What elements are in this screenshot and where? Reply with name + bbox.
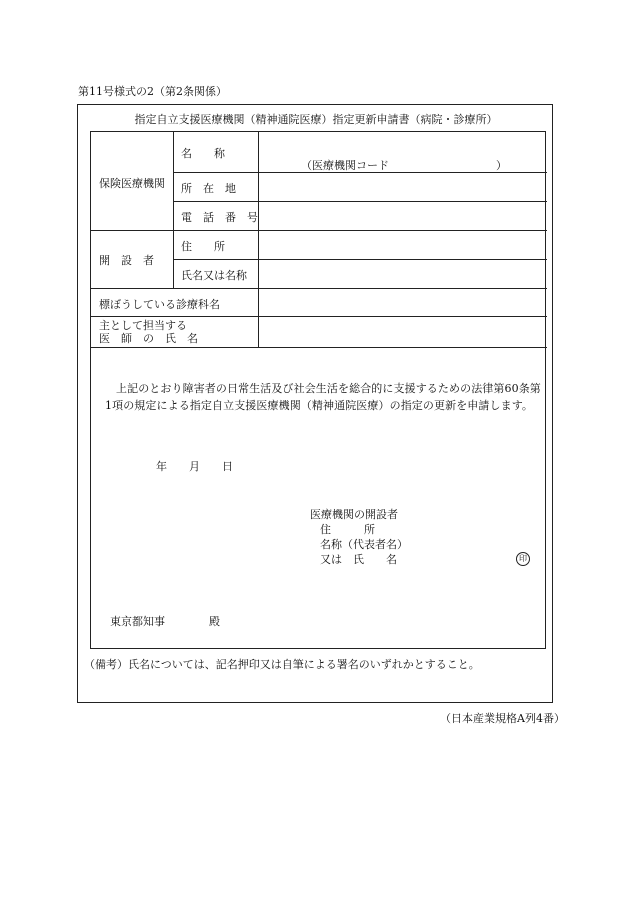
column-divider bbox=[173, 132, 174, 288]
doctor-label-line2: 医 師 の 氏 名 bbox=[99, 332, 198, 345]
applicant-or-name-label: 又は 氏 名 bbox=[320, 553, 397, 566]
addressee: 東京都知事 殿 bbox=[110, 615, 220, 628]
applicant-name-label: 名称（代表者名） bbox=[320, 538, 408, 551]
applicant-address-label: 住 所 bbox=[320, 523, 375, 536]
row-divider bbox=[91, 347, 547, 348]
form-title: 指定自立支援医療機関（精神通院医療）指定更新申請書（病院・診療所） bbox=[134, 113, 498, 126]
remarks-note: （備考）氏名については、記名押印又は自筆による署名のいずれかとすること。 bbox=[84, 658, 480, 671]
date-label: 年 月 日 bbox=[156, 460, 233, 473]
departments-field[interactable] bbox=[259, 289, 547, 316]
departments-label: 標ぼうしている診療科名 bbox=[99, 298, 220, 311]
facility-code-close: ） bbox=[496, 159, 507, 172]
founder-address-field[interactable] bbox=[259, 231, 547, 259]
form-number: 第11号様式の2（第2条関係） bbox=[78, 85, 227, 98]
hospital-group-label: 保険医療機関 bbox=[99, 177, 165, 190]
name-label: 名 称 bbox=[181, 147, 225, 160]
facility-name-field[interactable] bbox=[259, 132, 547, 172]
facility-phone-field[interactable] bbox=[259, 202, 547, 230]
founder-group-label: 開 設 者 bbox=[99, 254, 154, 267]
application-form bbox=[77, 104, 553, 703]
form-table bbox=[90, 131, 546, 649]
founder-name-field[interactable] bbox=[259, 260, 547, 288]
facility-address-field[interactable] bbox=[259, 173, 547, 201]
paper-size-note: （日本産業規格A列4番） bbox=[440, 712, 565, 725]
doctor-label-line1: 主として担当する bbox=[99, 319, 187, 332]
phone-label: 電 話 番 号 bbox=[181, 211, 258, 224]
founder-name-label: 氏名又は名称 bbox=[181, 269, 247, 282]
founder-address-label: 住 所 bbox=[181, 240, 225, 253]
doctor-label bbox=[99, 319, 198, 345]
facility-code-label: （医療機関コード bbox=[301, 159, 389, 172]
declaration-text: 上記のとおり障害者の日常生活及び社会生活を総合的に支援するための法律第60条第1項の規定による指定自立支援医療機関（精神通院医療）の指定の更新を申請します。 bbox=[105, 382, 541, 412]
seal-mark: 印 bbox=[516, 552, 530, 566]
applicant-heading: 医療機関の開設者 bbox=[310, 508, 398, 521]
address-label: 所 在 地 bbox=[181, 182, 236, 195]
doctor-name-field[interactable] bbox=[259, 317, 547, 347]
